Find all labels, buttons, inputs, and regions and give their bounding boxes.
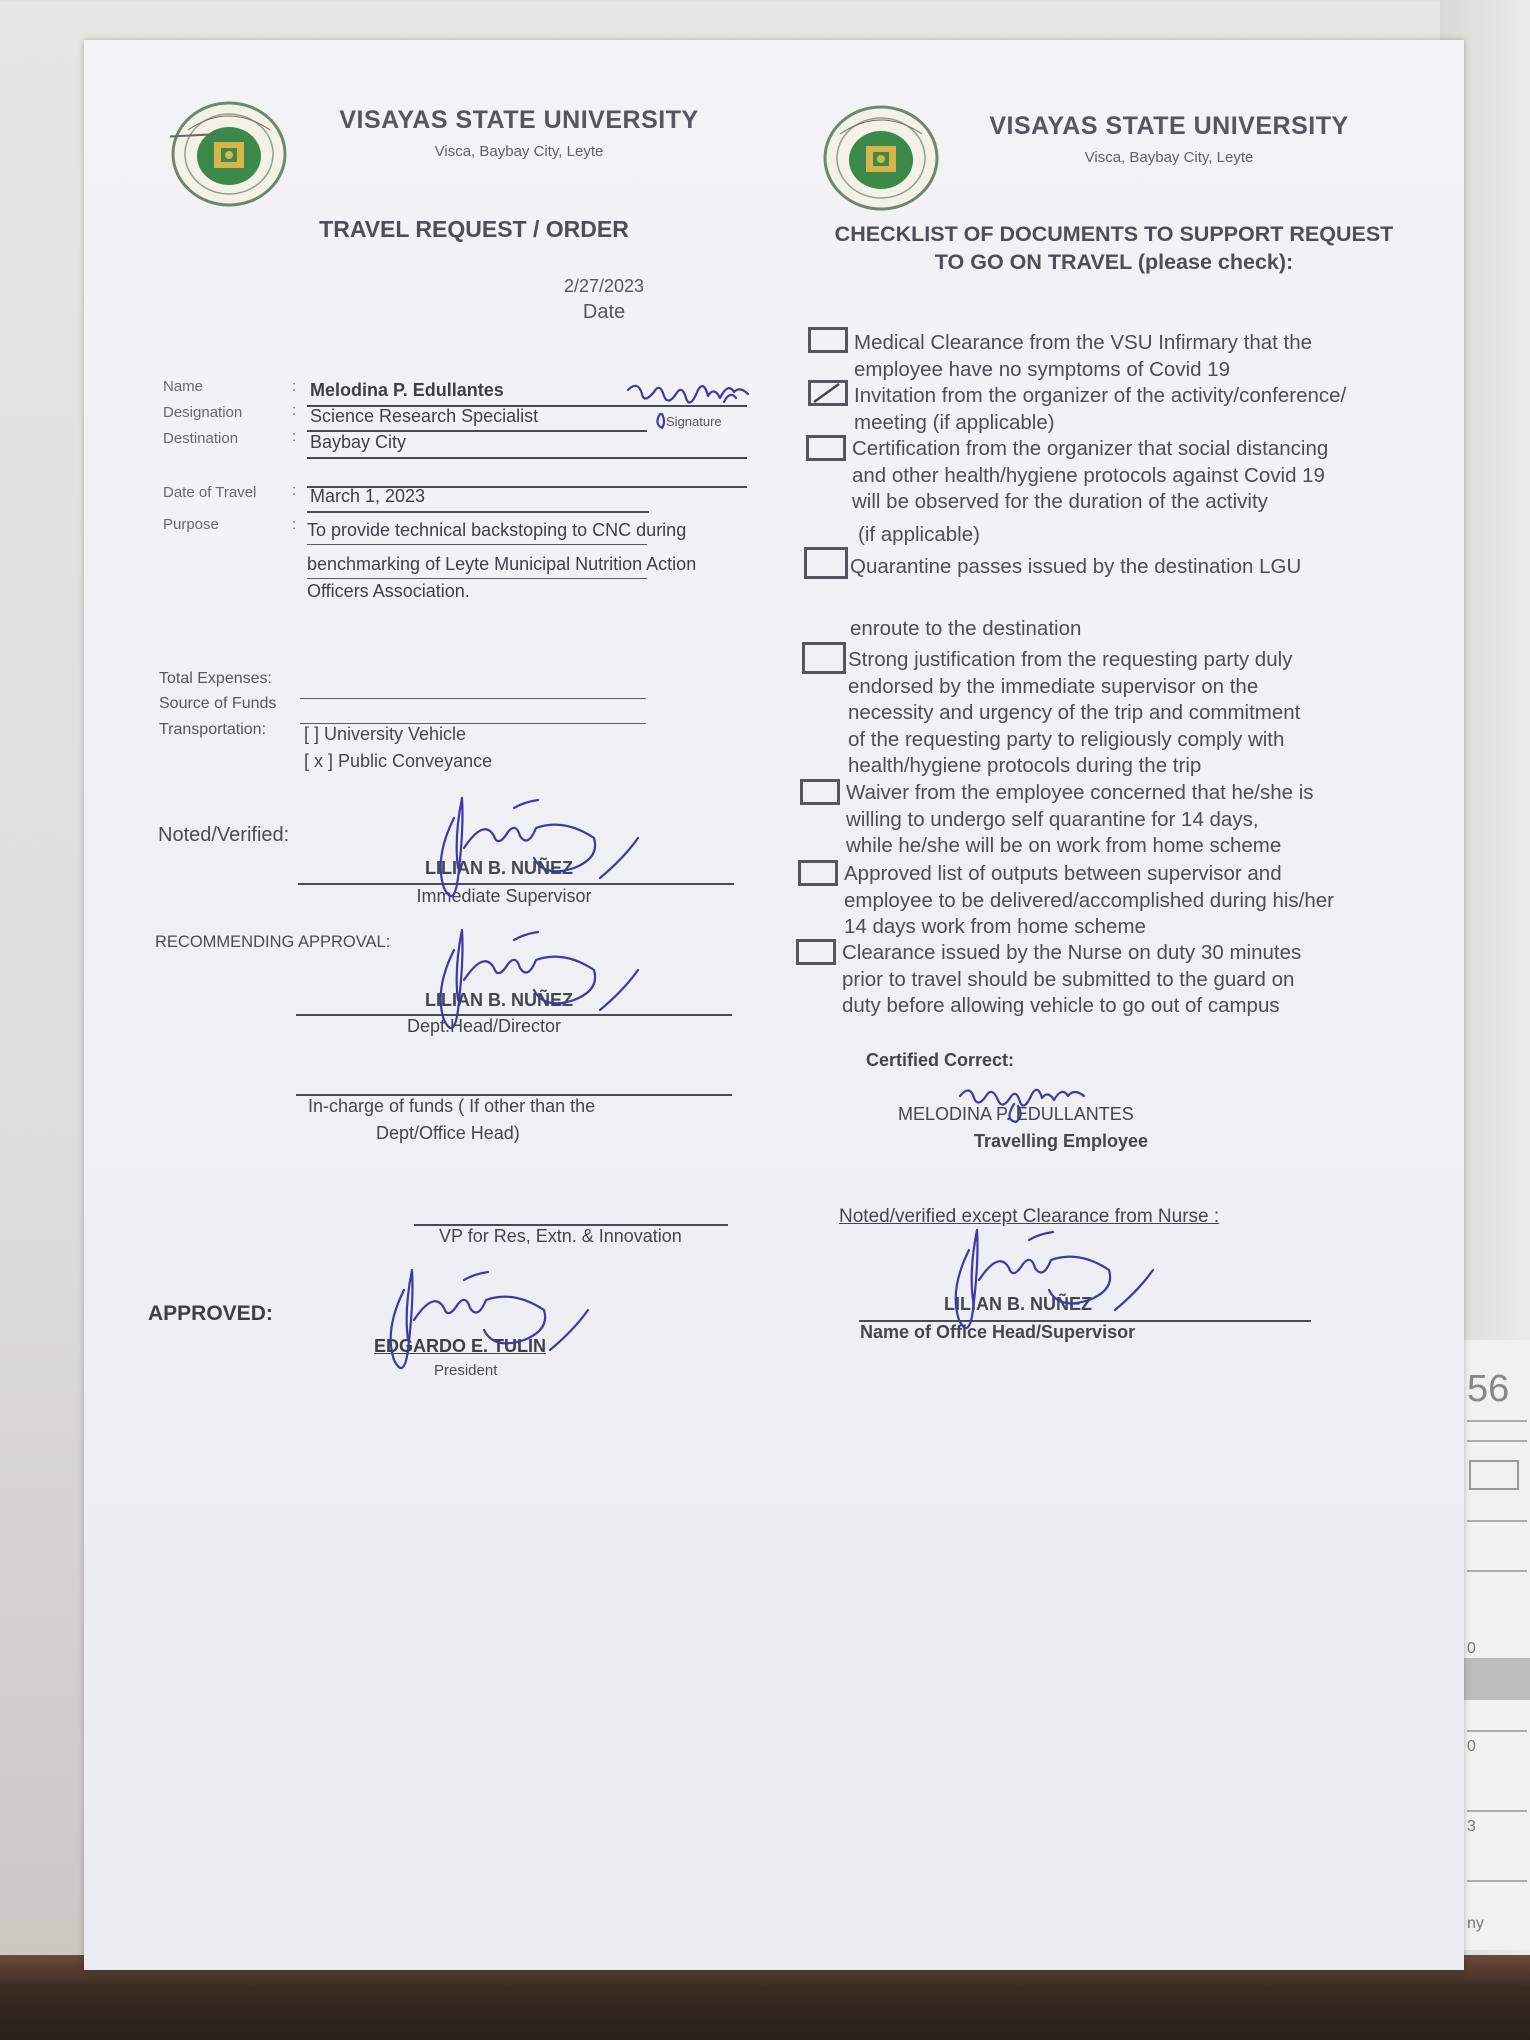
signature-label: Signature (666, 414, 722, 429)
checklist-checkbox[interactable] (800, 779, 840, 805)
transport-option-university-vehicle: [ ] University Vehicle (304, 724, 467, 744)
underlying-document: 56 0 0 3 ny (1462, 1340, 1530, 1950)
purpose-label: Purpose (163, 516, 219, 533)
document-page: VISAYAS STATE UNIVERSITY Visca, Baybay City, Leyte TRAVEL REQUEST / ORDER 2/27/2023 Date Name : Melodina P. Edullantes Signature Designation : Science Research Specialist Destination : Baybay City Date of Travel : March 1, 2023 Purpose : To provide technical backstoping to CNC during benchmarking of Leyte Municipal Nutrition Action Officers Association. Total Expenses: Source of Funds Transportation: [ ] University Vehicle [ x ] Public Conveyance Noted/Verified: LILIAN B. NUÑEZ Immediate Supervisor RECOMMENDING APPROVAL: LILIAN B. NUÑEZ Dept.Head/Director In-charge of funds ( If other than the Dept/Office Head) VP for Res, Extn. & Innovation APPROVED: EDGARDO E. TULIN President VISAYAS STATE UNIVERSITY Visca, Baybay City, Leyte CHECKLIST OF DOCUMENTS TO SUPPORT REQUEST TO GO ON TRAVEL (please check): Medical Clearance from the VSU Infirmary that the employee have no symptoms of Covid 19 Invitation from the organizer of the activity/conference/ meeting (if applicable) Certification from the organizer that social distancing and other health/hygiene protocols against Covid 19 will be observed for the duration of the activity (if applicable) Quarantine passes issued by the destination LGU enroute to the destination Strong justification from the requesting party duly endorsed by the immediate supervisor on the necessity and urgency of the trip and commitment of the requesting party to religiously comply with health/hygiene protocols during the trip Waiver from the employee concerned that he/she is willing to undergo self quarantine for 14 days, while he/she will be on work from home scheme Approved list of outputs between supervisor and employee to be delivered/accomplished during his/her 14 days work from home scheme Clearance issued by the Nurse on duty 30 minutes prior to travel should be submitted to the guard on duty before allowing vehicle to go out of campus Certified Correct: MELODINA P. EDULLANTES Travelling Employee Noted/verified except Clearance from Nurse : LILIAN B. NUÑEZ Name of Office Head/Supervisor (84, 40, 1464, 1970)
noted-signatory-name: LILIAN B. NUÑEZ (425, 858, 573, 878)
total-expenses-label: Total Expenses: (159, 670, 272, 687)
date-of-travel-value: March 1, 2023 (310, 486, 426, 506)
checklist-item-medical-clearance: Medical Clearance from the VSU Infirmary that the employee have no symptoms of Covid 19 (854, 331, 1313, 381)
noted-verified-label: Noted/Verified: (158, 824, 290, 846)
checklist-checkbox[interactable] (808, 327, 848, 353)
noted-signatory-role: Immediate Supervisor (416, 886, 592, 906)
checklist-item-approved-outputs: Approved list of outputs between supervisor and employee to be delivered/accomplished during his/her 14 days work from home scheme (844, 862, 1335, 938)
recommending-approval-label: RECOMMENDING APPROVAL: (155, 933, 391, 951)
name-value: Melodina P. Edullantes (310, 380, 504, 400)
university-seal-icon (170, 100, 288, 208)
recommending-signatory-role: Dept.Head/Director (406, 1016, 562, 1036)
purpose-line: Officers Association. (307, 581, 470, 601)
university-name: VISAYAS STATE UNIVERSITY (339, 106, 699, 134)
transportation-label: Transportation: (159, 721, 267, 738)
purpose-line: To provide technical backstoping to CNC during (307, 520, 687, 540)
designation-value: Science Research Specialist (310, 406, 539, 426)
president-name: EDGARDO E. TULIN (374, 1336, 547, 1356)
form-date-value: 2/27/2023 (563, 276, 645, 296)
checklist-checkbox[interactable] (802, 642, 846, 674)
underlying-number: 56 (1467, 1368, 1510, 1410)
office-head-signature-icon (939, 1220, 1179, 1360)
checklist-item-justification: Strong justification from the requesting party duly endorsed by the immediate supervisor on the necessity and urgency of the trip and commitment of the requesting party to religiously comply with health/hygiene protocols during the trip (848, 648, 1301, 777)
destination-label: Destination (163, 430, 239, 447)
office-head-name: LILIAN B. NUÑEZ (944, 1294, 1092, 1314)
checklist-item-waiver: Waiver from the employee concerned that he/she is willing to undergo self quarantine for 14 days, while he/she will be on work from home scheme (846, 781, 1314, 857)
office-head-role: Name of Office Head/Supervisor (860, 1322, 1136, 1342)
president-signature-icon (374, 1260, 614, 1400)
designation-label: Designation (163, 404, 243, 421)
certified-correct-label: Certified Correct: (866, 1050, 1015, 1070)
checklist-checkbox[interactable] (804, 547, 848, 579)
checklist-title: CHECKLIST OF DOCUMENTS TO SUPPORT REQUEST (834, 222, 1394, 246)
approved-label: APPROVED: (148, 1302, 273, 1325)
director-signature-icon (424, 920, 664, 1060)
recommending-signatory-name: LILIAN B. NUÑEZ (425, 990, 573, 1010)
funds-incharge-label: In-charge of funds ( If other than the (308, 1096, 596, 1116)
certified-employee-name: MELODINA P. EDULLANTES (898, 1104, 1134, 1124)
checklist-item-certification: Certification from the organizer that social distancing and other health/hygiene protocols against Covid 19 will be observed for the duration of the activity (852, 437, 1329, 513)
checklist-item-nurse-clearance: Clearance issued by the Nurse on duty 30 minutes prior to travel should be submitted to the guard on duty before allowing vehicle to go out of campus (842, 941, 1302, 1017)
funds-incharge-label-cont: Dept/Office Head) (376, 1123, 520, 1143)
checklist-checkbox[interactable] (806, 435, 846, 461)
checklist-title-cont: TO GO ON TRAVEL (please check): (934, 250, 1294, 274)
checklist-checkbox[interactable] (796, 939, 836, 965)
certified-employee-role: Travelling Employee (974, 1131, 1149, 1151)
checklist-item-quarantine-passes: Quarantine passes issued by the destination LGU (850, 555, 1302, 578)
form-title: TRAVEL REQUEST / ORDER (319, 216, 629, 242)
checklist-checkbox-checked[interactable] (808, 380, 848, 406)
university-seal-icon (822, 104, 940, 212)
university-address: Visca, Baybay City, Leyte (434, 143, 604, 160)
transport-option-public-conveyance: [ x ] Public Conveyance (304, 751, 493, 771)
destination-value: Baybay City (310, 432, 407, 452)
university-address: Visca, Baybay City, Leyte (1084, 149, 1254, 166)
purpose-line: benchmarking of Leyte Municipal Nutrition Action (307, 554, 697, 574)
checklist-item-enroute: enroute to the destination (850, 617, 1082, 640)
vp-role: VP for Res, Extn. & Innovation (439, 1226, 682, 1246)
check-mark-icon (811, 383, 845, 403)
date-of-travel-label: Date of Travel (163, 484, 257, 501)
president-role: President (434, 1362, 498, 1379)
checklist-item-if-applicable: (if applicable) (858, 523, 980, 546)
name-label: Name (163, 378, 204, 395)
checklist-item-invitation: Invitation from the organizer of the activity/conference/ meeting (if applicable) (854, 384, 1347, 434)
source-of-funds-label: Source of Funds (159, 695, 277, 712)
noted-except-clearance-label: Noted/verified except Clearance from Nurse : (839, 1206, 1220, 1227)
form-date-label: Date (582, 301, 626, 323)
checklist-checkbox[interactable] (798, 860, 838, 886)
university-name: VISAYAS STATE UNIVERSITY (989, 112, 1349, 140)
supervisor-signature-icon (424, 788, 664, 928)
